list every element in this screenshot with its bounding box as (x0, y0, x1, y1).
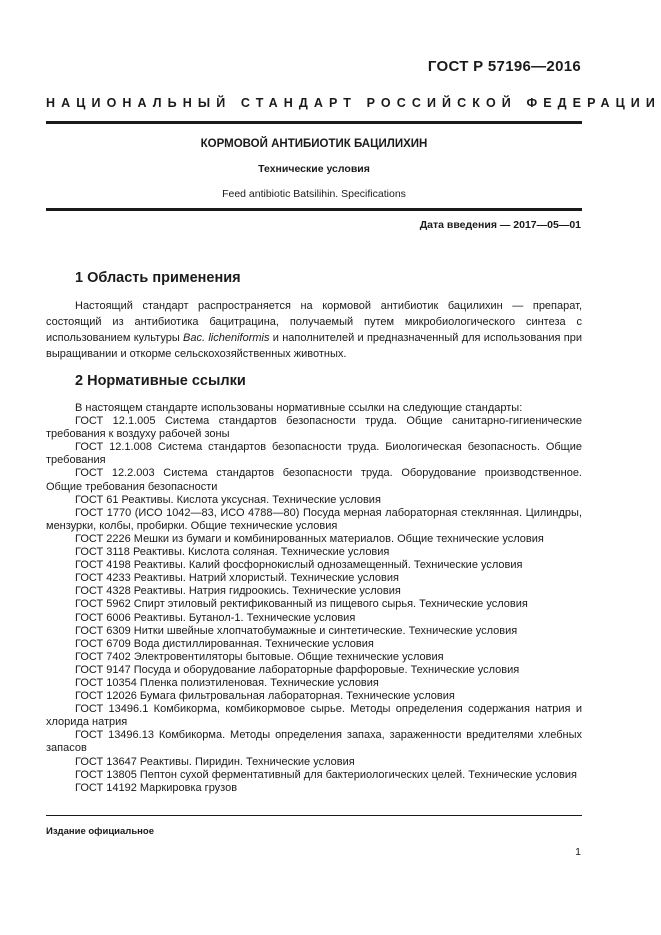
reference-item: ГОСТ 4198 Реактивы. Калий фосфорнокислый однозамещенный. Технические условия (75, 559, 523, 572)
references-intro: В настоящем стандарте использованы нормативные ссылки на следующие стандарты: (75, 402, 523, 414)
introduction-date: Дата введения — 2017—05—01 (419, 219, 581, 231)
reference-item: ГОСТ 10354 Пленка полиэтиленовая. Технические условия (75, 676, 379, 689)
gost-number: ГОСТ Р 57196—2016 (427, 58, 581, 75)
section-1-italic-term: Bac. licheniformis (183, 332, 270, 344)
reference-item: ГОСТ 6006 Реактивы. Бутанол-1. Технические условия (75, 611, 356, 624)
reference-item: ГОСТ 7402 Электровентиляторы бытовые. Общие технические условия (75, 650, 444, 663)
section-1-paragraph (46, 298, 582, 362)
reference-item: ГОСТ 12.2.003 Система стандартов безопасности труда. Оборудование производственное. Общие требования безопасности (46, 467, 582, 493)
section-1-heading: 1 Область применения (75, 270, 241, 286)
reference-item: ГОСТ 3118 Реактивы. Кислота соляная. Технические условия (75, 546, 390, 559)
reference-item: ГОСТ 6309 Нитки швейные хлопчатобумажные и синтетические. Технические условия (75, 624, 518, 637)
official-edition-label: Издание официальное (46, 826, 154, 837)
reference-item: ГОСТ 4233 Реактивы. Натрий хлористый. Технические условия (75, 572, 399, 585)
reference-item: ГОСТ 4328 Реактивы. Натрия гидроокись. Технические условия (75, 585, 401, 598)
reference-item: ГОСТ 6709 Вода дистиллированная. Технические условия (75, 637, 374, 650)
reference-item: ГОСТ 2226 Мешки из бумаги и комбинированных материалов. Общие технические условия (75, 532, 544, 545)
reference-item: ГОСТ 13496.13 Комбикорма. Методы определения запаха, зараженности вредителями хлебных запасов (46, 729, 582, 755)
reference-item: ГОСТ 13647 Реактивы. Пиридин. Технические условия (75, 755, 355, 768)
reference-item: ГОСТ 1770 (ИСО 1042—83, ИСО 4788—80) Посуда мерная лабораторная стеклянная. Цилиндры, мензурки, колбы, пробирки. Общие технические условия (46, 506, 582, 532)
reference-item: ГОСТ 12.1.005 Система стандартов безопасности труда. Общие санитарно-гигиенические требования к воздуху рабочей зоны (46, 415, 582, 441)
document-title-english: Feed antibiotic Batsilihin. Specifications (222, 188, 406, 200)
reference-item: ГОСТ 5962 Спирт этиловый ректификованный из пищевого сырья. Технические условия (75, 598, 528, 611)
references-list (46, 402, 582, 795)
bottom-divider (46, 208, 582, 211)
reference-item: ГОСТ 13496.1 Комбикорма, комбикормовое сырье. Методы определения содержания натрия и хлорида натрия (46, 703, 582, 729)
reference-item: ГОСТ 14192 Маркировка грузов (75, 781, 238, 794)
reference-item: ГОСТ 9147 Посуда и оборудование лабораторные фарфоровые. Технические условия (75, 663, 520, 676)
section-2-heading: 2 Нормативные ссылки (75, 373, 246, 389)
reference-item: ГОСТ 13805 Пептон сухой ферментативный для бактериологических целей. Технические условия (75, 768, 577, 781)
footer-divider (46, 815, 582, 816)
section-1-text-start: Настоящий стандарт распространяется на кормовой антибиотик бацилихин — препарат, состоящий из антибиотика бацитрацина, получаемый путем микробиологического синтеза с использованием культуры (46, 300, 582, 344)
document-subtitle: Технические условия (258, 163, 370, 175)
reference-item: ГОСТ 12026 Бумага фильтровальная лабораторная. Технические условия (75, 690, 455, 703)
section-1-text-end: и наполнителей и предназначенный для использования при выращивании и откорме сельскохозяйственных животных. (46, 332, 582, 360)
reference-item: ГОСТ 61 Реактивы. Кислота уксусная. Технические условия (75, 493, 381, 506)
reference-item: ГОСТ 12.1.008 Система стандартов безопасности труда. Биологическая безопасность. Общие требования (46, 441, 582, 467)
document-title: КОРМОВОЙ АНТИБИОТИК БАЦИЛИХИН (200, 138, 428, 150)
page-number: 1 (575, 846, 581, 858)
top-divider (46, 121, 582, 124)
standard-type-title: НАЦИОНАЛЬНЫЙ СТАНДАРТ РОССИЙСКОЙ ФЕДЕРАЦИИ (46, 96, 661, 110)
